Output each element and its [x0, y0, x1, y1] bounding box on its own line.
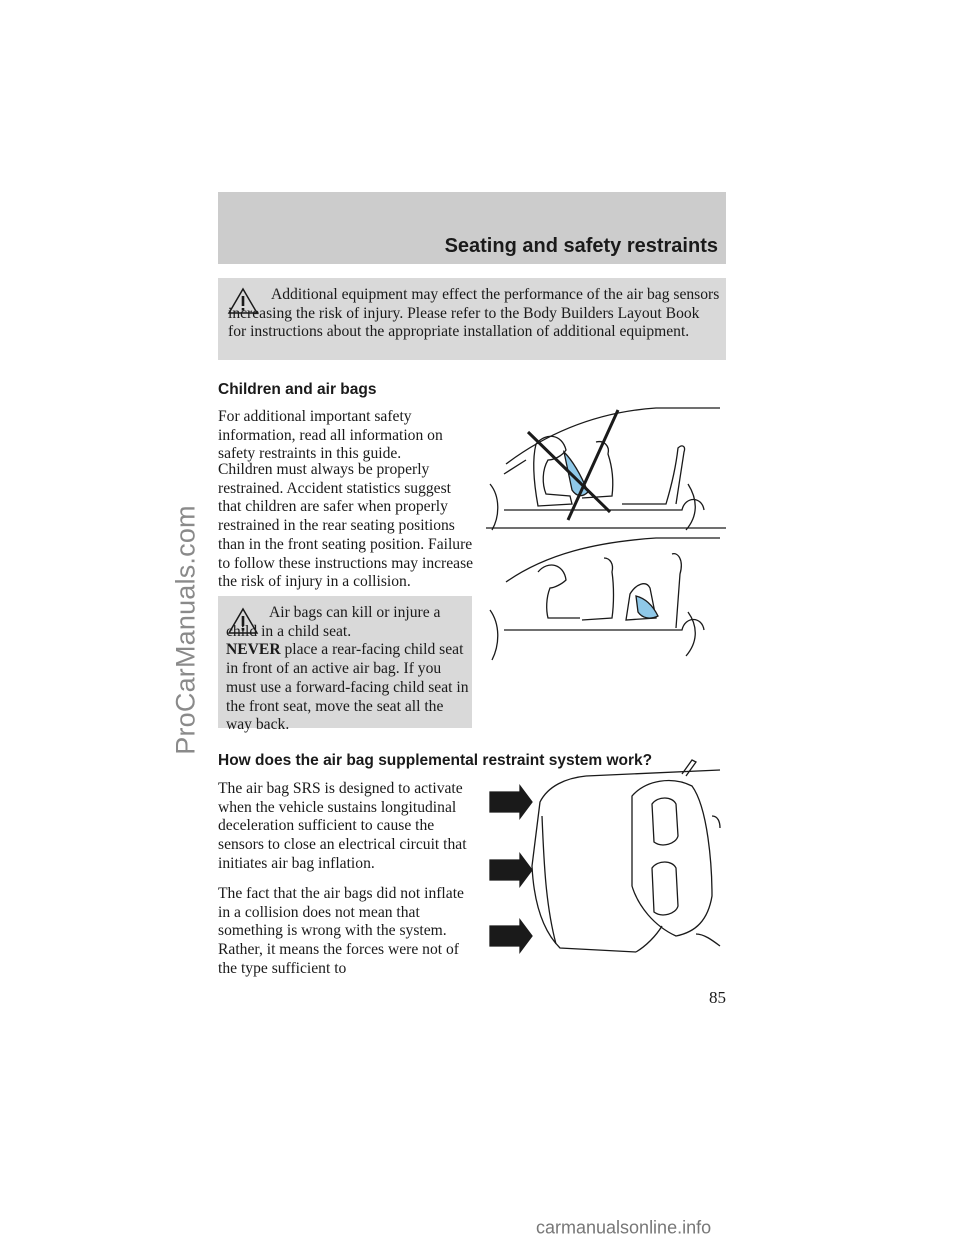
impact-arrow-icon: [490, 854, 532, 886]
side-watermark: ProCarManuals.com: [170, 505, 201, 755]
frontal-impact-illustration: [486, 756, 722, 956]
paragraph-safety-info: For additional important safety information, read all information on safety restraints in this guide.: [218, 408, 443, 463]
paragraph-bags-not-inflated: The fact that the air bags did not inflate in a collision does not mean that something is wrong with the system. Rather, it means the forces were not of the type sufficient to: [218, 885, 464, 977]
page-number: 85: [709, 988, 726, 1007]
impact-arrow-icon: [490, 920, 532, 952]
paragraph-children-restrained: Children must always be properly restrained. Accident statistics suggest that children are safer when properly restrained in the rear seating positions than in the front seating position. Failure to follow these instructions may increase the risk of injury in a collision.: [218, 461, 474, 591]
warning-box-child-seat: [218, 596, 472, 734]
warning-child-seat-text: Air bags can kill or injure a child in a child seat. NEVER place a rear-facing child seat in front of an active air bag. If you must use a forward-facing child seat in the front seat, move the seat all the way back.: [226, 604, 469, 734]
warning-box-top: [218, 278, 726, 360]
warning-top-text: Additional equipment may effect the performance of the air bag sensors increasing the risk of injury. Please refer to the Body Builders Layout Book for instructions about the appropriate installation of additional equipment.: [228, 286, 720, 340]
never-label: NEVER: [226, 641, 281, 659]
heading-how-air-bag-works: How does the air bag supplemental restraint system work?: [218, 752, 653, 769]
heading-children-air-bags: Children and air bags: [218, 381, 377, 398]
header-band: [218, 192, 726, 264]
page-title: Seating and safety restraints: [444, 235, 718, 257]
paragraph-srs-activation: The air bag SRS is designed to activate when the vehicle sustains longitudinal deceleration sufficient to cause the sensors to close an electrical circuit that initiates air bag inflation.: [218, 780, 467, 872]
footer-watermark: carmanualsonline.info: [536, 1217, 712, 1238]
car-interior-illustration: [486, 404, 726, 660]
impact-arrow-icon: [490, 786, 532, 818]
